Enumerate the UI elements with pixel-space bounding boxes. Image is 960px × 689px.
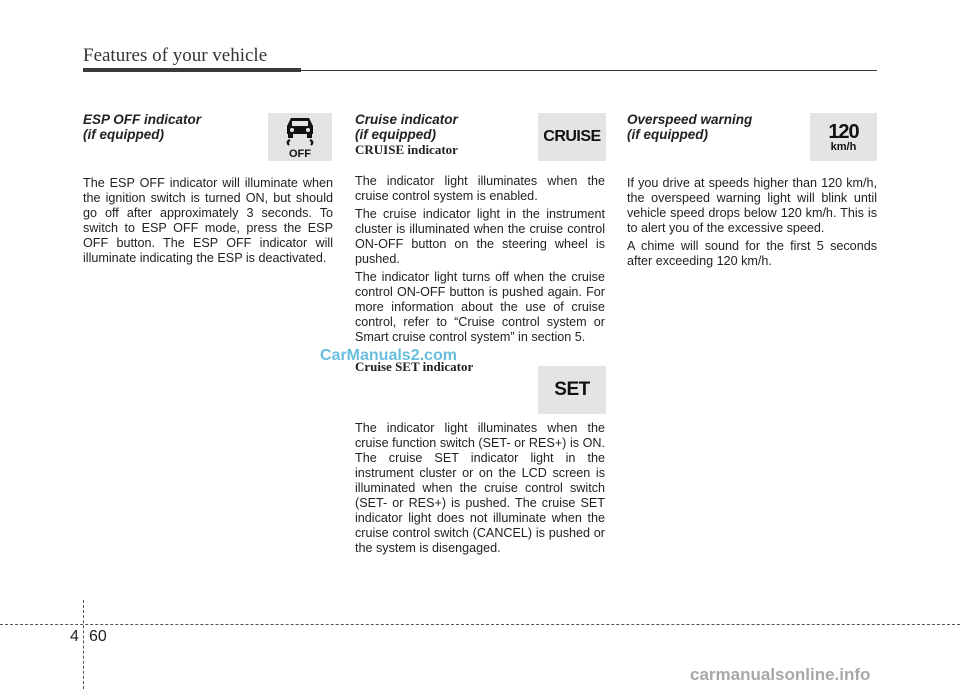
overspeed-icon-number: 120: [828, 120, 859, 143]
watermark-carmanuals: CarManuals2.com: [320, 347, 457, 364]
esp-off-icon-label: OFF: [289, 148, 311, 159]
overspeed-icon-unit: km/h: [830, 140, 857, 153]
cruise-icon: [538, 113, 606, 161]
skidding-car-icon: [280, 115, 320, 159]
header-rule-thick: [83, 68, 301, 72]
cruise-set-icon: [538, 366, 606, 414]
overspeed-paragraph-2: A chime will sound for the first 5 seconds after exceeding 120 km/h.: [627, 239, 877, 268]
cruise-subtitle: (if equipped): [355, 127, 436, 142]
esp-off-subtitle: (if equipped): [83, 127, 164, 142]
esp-off-paragraph: The ESP OFF indicator will illuminate when the ignition switch is turned ON, but should go off after approximately 3 seconds. To switch to ESP OFF mode, press the ESP OFF button. The ESP OFF indicator will illuminate indicating the ESP is deactivated.: [83, 176, 333, 265]
cruise-set-heading: Cruise SET indicator: [355, 359, 474, 374]
footer-rule: [0, 624, 960, 625]
footer-site-watermark: carmanualsonline.info: [690, 665, 871, 684]
esp-off-icon: [268, 113, 332, 161]
overspeed-subtitle: (if equipped): [627, 127, 708, 142]
cruise-indicator-heading: CRUISE indicator: [355, 142, 458, 157]
cruise-icon-label: CRUISE: [543, 128, 601, 145]
page-header-title: Features of your vehicle: [83, 45, 268, 66]
overspeed-paragraph-1: If you drive at speeds higher than 120 km/h, the overspeed warning light will blink until vehicle speed drops below 120 km/h. This is to alert you of the excessive speed.: [627, 176, 877, 235]
chapter-number: 4: [70, 628, 79, 645]
set-icon-label: SET: [554, 379, 590, 400]
cruise-paragraph-2: The cruise indicator light in the instrument cluster is illuminated when the cruise control ON-OFF button on the steering wheel is pushed.: [355, 207, 605, 266]
esp-off-title: ESP OFF indicator: [83, 112, 202, 127]
cruise-paragraph-3: The indicator light turns off when the cruise control ON-OFF button is pushed again. For more information about the use of cruise control, refer to “Cruise control system or Smart cruise control system” in section 5.: [355, 270, 605, 344]
overspeed-title: Overspeed warning: [627, 112, 753, 127]
header-rule-thin: [301, 70, 877, 71]
cruise-set-paragraph: The indicator light illuminates when the cruise function switch (SET- or RES+) is ON. The cruise SET indicator light in the instrument cluster or on the LCD screen is illuminated when the cruise control switch (SET- or RES+) is pushed. The cruise SET indicator light does not illuminate when the cruise control switch (CANCEL) is pushed or the system is disengaged.: [355, 421, 605, 555]
cruise-paragraph-1: The indicator light illuminates when the cruise control system is enabled.: [355, 174, 605, 203]
cruise-section: [355, 112, 605, 559]
cruise-title: Cruise indicator: [355, 112, 458, 127]
overspeed-icon: [810, 113, 877, 161]
page-number: 60: [89, 628, 107, 645]
footer-divider: [83, 600, 84, 689]
